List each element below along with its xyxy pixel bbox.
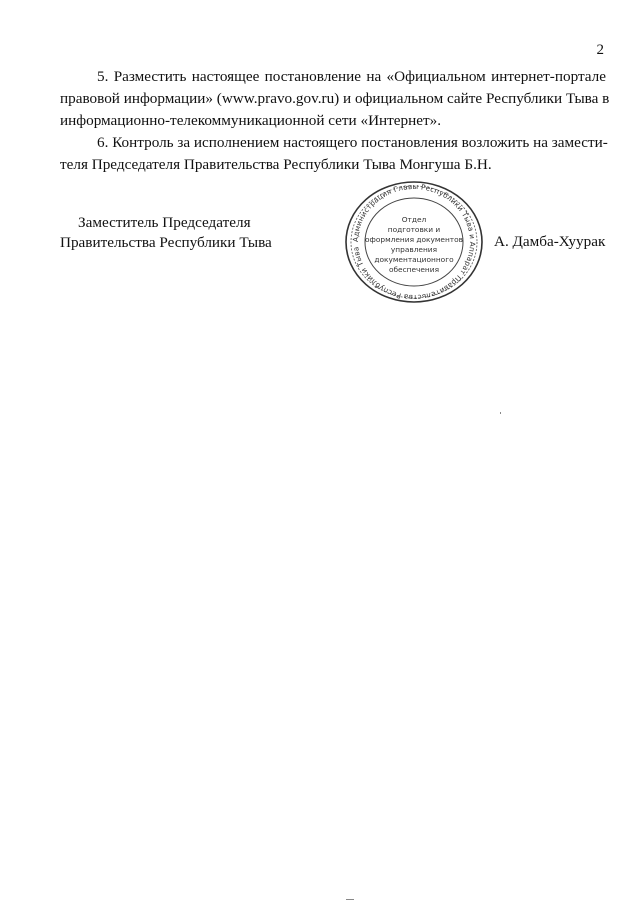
page-number: 2 — [596, 42, 604, 58]
signer-name: А. Дамба-Хуурак — [494, 233, 606, 250]
signer-title-line: Заместитель Председателя — [78, 214, 251, 231]
stamp-center-line: оформления документов — [365, 235, 463, 244]
paragraph-item-5 — [60, 66, 610, 132]
paragraph-line: теля Председателя Правительства Республики Тыва Монгуша Б.Н. — [60, 156, 492, 173]
paragraph-line: правовой информации» (www.pravo.gov.ru) и официальном сайте Республики Тыва в — [60, 90, 610, 107]
official-stamp — [343, 180, 485, 304]
paragraph-line: информационно-телекоммуникационной сети «Интернет». — [60, 112, 442, 129]
signer-title-line: Правительства Республики Тыва — [60, 234, 272, 251]
signer-title — [60, 213, 272, 253]
stamp-outer-text-path: Администрация Главы Республики Тыва и Аппарат Правительства Республики Тыва — [350, 181, 478, 303]
paragraph-item-6 — [60, 132, 606, 176]
paragraph-line: 6. Контроль за исполнением настоящего постановления возложить на замести- — [97, 134, 608, 151]
scan-speck — [500, 412, 501, 414]
stamp-center-line: управления — [390, 245, 438, 254]
stamp-center-line: Отдел — [401, 215, 427, 224]
stamp-center-line: обеспечения — [388, 265, 440, 274]
scan-speck — [346, 899, 354, 900]
stamp-center-line: документационного — [374, 255, 454, 264]
stamp-center-line: подготовки и — [387, 225, 441, 234]
paragraph-line: 5. Разместить настоящее постановление на «Официальном интернет-портале — [97, 68, 606, 85]
